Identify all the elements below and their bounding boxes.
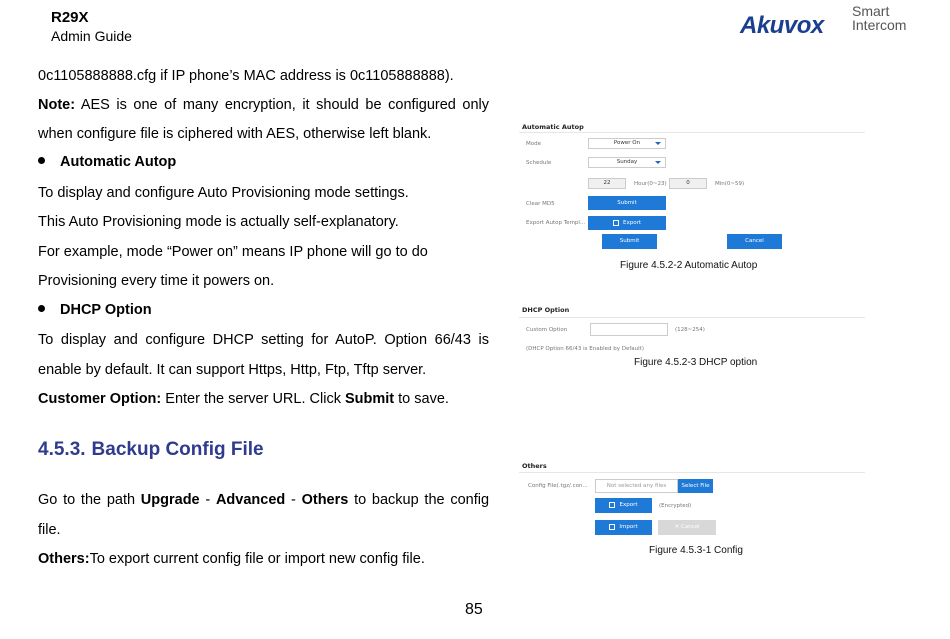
customer-label: Customer Option: (38, 391, 162, 407)
hour-input[interactable]: 22 (588, 178, 626, 189)
min-input[interactable]: 0 (669, 178, 707, 189)
paragraph-autop-4: Provisioning every time it powers on. (38, 273, 275, 289)
config-file-label: Config File(.tgz/.con... (528, 483, 588, 489)
paragraph-path-2: file. (38, 522, 61, 538)
import-label: Import (619, 524, 638, 530)
export-icon (609, 502, 615, 508)
others-label: Others: (38, 551, 90, 567)
note-label: Note: (38, 97, 76, 113)
export-config-button[interactable] (595, 498, 652, 513)
close-icon: ✕ (674, 524, 681, 530)
dhcp-note: (DHCP Option 66/43 is Enabled by Default) (526, 346, 644, 352)
mode-label: Mode (526, 141, 541, 147)
divider (519, 472, 865, 473)
akuvox-logo (740, 4, 920, 38)
paragraph-customer-option (38, 390, 489, 408)
logo-brand: Akuvox (740, 12, 824, 39)
caption-dhcp: Figure 4.5.2-3 DHCP option (634, 357, 758, 368)
path-sep: - (285, 492, 302, 508)
clear-md5-submit-button[interactable]: Submit (588, 196, 666, 210)
page-number: 85 (465, 601, 483, 618)
path-advanced: Advanced (215, 492, 286, 508)
clear-md5-label: Clear MD5 (526, 201, 555, 207)
hour-label: Hour(0~23) (634, 181, 667, 187)
mode-value: Power On (613, 140, 641, 146)
caption-autop: Figure 4.5.2-2 Automatic Autop (620, 260, 758, 271)
autop-title: Automatic Autop (522, 123, 584, 131)
export-label: Export (622, 220, 641, 226)
path-sep: - (199, 492, 216, 508)
paragraph-autop-1: To display and configure Auto Provisioning mode settings. (38, 185, 409, 201)
export-icon (613, 220, 619, 226)
export-button[interactable] (588, 216, 666, 230)
caption-others: Figure 4.5.3-1 Config (649, 545, 743, 556)
paragraph-note-2: when configure file is ciphered with AES, otherwise left blank. (38, 126, 432, 142)
export-autop-label: Export Autop Templ... (526, 220, 586, 226)
chevron-down-icon (655, 161, 661, 164)
doc-model: R29X (51, 9, 89, 26)
divider (519, 132, 865, 133)
export-label: Export (619, 502, 638, 508)
mode-select[interactable] (588, 138, 666, 149)
figure-dhcp-option (519, 303, 865, 355)
cancel-config-button[interactable] (658, 520, 716, 535)
paragraph-note (38, 96, 489, 114)
paragraph-dhcp-1: To display and configure DHCP setting for AutoP. Option 66/43 is (38, 332, 489, 348)
bullet-label: Automatic Autop (60, 154, 177, 170)
doc-subtitle: Admin Guide (51, 28, 132, 44)
path-post: to backup the config (348, 492, 490, 508)
schedule-value: Sunday (616, 159, 638, 165)
section-heading (38, 439, 264, 461)
custom-option-input[interactable] (590, 323, 668, 336)
schedule-label: Schedule (526, 160, 552, 166)
bullet-label: DHCP Option (60, 302, 152, 318)
customer-text: Enter the server URL. Click (161, 391, 345, 407)
logo-intercom: Intercom (852, 17, 907, 33)
paragraph-mac: 0c1105888888.cfg if IP phone’s MAC address is 0c1105888888). (38, 68, 454, 84)
others-text: To export current config file or import new config file. (89, 551, 425, 567)
divider (519, 317, 865, 318)
submit-word: Submit (344, 391, 395, 407)
heading-text: Backup Config File (91, 439, 264, 460)
submit-button[interactable]: Submit (602, 234, 657, 249)
min-label: Min(0~59) (715, 181, 745, 187)
paragraph-autop-3: For example, mode “Power on” means IP phone will go to do (38, 244, 428, 260)
custom-option-range: (128~254) (675, 327, 705, 333)
customer-end: to save. (394, 391, 449, 407)
others-title: Others (522, 462, 547, 470)
file-input[interactable]: Not selected any files (595, 479, 678, 493)
bullet-dhcp-option (38, 302, 152, 318)
cancel-button[interactable]: Cancel (727, 234, 782, 249)
select-file-button[interactable]: Select File (678, 479, 713, 493)
heading-number: 4.5.3. (38, 439, 86, 460)
path-upgrade: Upgrade (140, 492, 200, 508)
note-text: AES is one of many encryption, it should be configured only (75, 97, 489, 113)
chevron-down-icon (655, 142, 661, 145)
path-others: Others (301, 492, 349, 508)
bullet-dot-icon (38, 305, 45, 312)
dhcp-title: DHCP Option (522, 306, 570, 314)
figure-automatic-autop (519, 120, 865, 252)
paragraph-autop-2: This Auto Provisioning mode is actually self-explanatory. (38, 214, 399, 230)
path-pre: Go to the path (38, 492, 141, 508)
schedule-select[interactable] (588, 157, 666, 168)
import-config-button[interactable] (595, 520, 652, 535)
import-icon (609, 524, 615, 530)
custom-option-label: Custom Option (526, 327, 568, 333)
paragraph-dhcp-2: enable by default. It can support Https, Http, Ftp, Tftp server. (38, 362, 427, 378)
paragraph-others (38, 550, 489, 568)
bullet-dot-icon (38, 157, 45, 164)
cancel-label: Cancel (680, 524, 700, 530)
encrypted-label: (Encrypted) (659, 503, 692, 509)
logo-smart: Smart (852, 3, 890, 19)
figure-others (519, 458, 865, 540)
paragraph-path (38, 491, 489, 509)
bullet-automatic-autop (38, 154, 176, 170)
